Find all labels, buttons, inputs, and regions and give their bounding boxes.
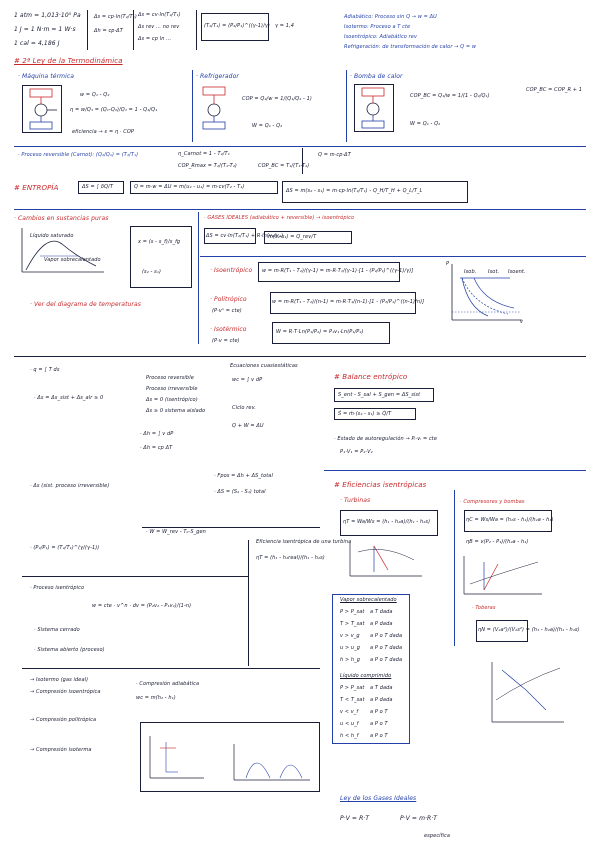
lower-a28: · Compresión adiabática xyxy=(136,681,200,687)
divider xyxy=(22,576,248,577)
nozzle-hs-sketch-icon xyxy=(486,660,566,726)
refrig-w: W = Q₁ - Q₂ xyxy=(252,123,283,129)
divider xyxy=(324,470,586,471)
def-refrigeracion: Refrigeración: de transformación de calor → Q = w xyxy=(344,44,477,50)
divider xyxy=(87,10,88,50)
formula-ratio: (T₂/T₁) = (P₂/P₁)^((γ-1)/γ) xyxy=(204,23,270,29)
bomba-w: W = Q₁ - Q₂ xyxy=(410,121,441,127)
gases-heading: · GASES IDEALES (adiabático + reversible) → isoentrópico xyxy=(204,215,355,221)
heading-cambios: · Cambios en sustancias puras xyxy=(14,215,109,222)
pv-label-isoent: Isoent. xyxy=(508,269,526,275)
carnot-cop-r: COP_Rmax = T₂/(T₁-T₂) xyxy=(178,163,237,169)
heading-bomba-calor: · Bomba de calor xyxy=(350,73,403,80)
cambios-x: x = (s - s_f)/s_fg xyxy=(138,239,181,245)
lower-a22: Q + W = ΔU xyxy=(232,423,264,429)
formula-ds-rev: Δs rev ... no rev xyxy=(138,24,180,30)
cambios-vapor: Vapor sobrecalentado xyxy=(44,257,101,263)
divider xyxy=(14,146,586,147)
lower-a18: → Compresión isoterma xyxy=(30,747,92,753)
fridge-sketch-icon xyxy=(198,86,232,130)
compressor-hs-sketch-icon xyxy=(458,554,544,598)
table-cell-where: a P dada xyxy=(370,621,393,627)
heading-entropia: # ENTROPÍA xyxy=(14,184,59,192)
def-isoentropico: Isoentrópico: Adiabático rev xyxy=(344,34,418,40)
divider xyxy=(142,527,320,528)
divider xyxy=(200,256,586,257)
lower-a13: · Sistema cerrado xyxy=(34,627,80,633)
table-cell-where: a P o T dada xyxy=(370,633,403,639)
lower-a24: ηT = (h₁ - h₂real)/(h₁ - h₂s) xyxy=(256,555,325,561)
lower-a10: · (P₂/P₁) = (T₂/T₁)^(γ/(γ-1)) xyxy=(30,545,100,551)
engine-sketch-icon xyxy=(24,88,60,130)
gases-eq1: ΔS = cv·ln(T₂/T₁) + R·ln(v₂/v₁) xyxy=(206,233,284,239)
lower-a20: wc = ∫ v dP xyxy=(232,377,263,383)
table-cell-condition: h < h_f xyxy=(340,733,359,739)
table-cell-where: a P o T dada xyxy=(370,645,403,651)
gas-ideal-eq1: P·V = R·T xyxy=(340,815,370,822)
lower-a14: · Sistema abierto (proceso) xyxy=(34,647,105,653)
table-cell-condition: v > v_g xyxy=(340,633,360,639)
lower-a11: · Proceso isentrópico xyxy=(30,585,85,591)
lower-a16: → Compresión isoentrópica xyxy=(30,689,101,695)
unit-cal: 1 cal = 4,186 J xyxy=(14,40,60,47)
lower-a27: · W = W_rev - T₀·S_gen xyxy=(146,529,206,535)
def-adiabatico: Adiabático: Proceso sin Q → w = ΔU xyxy=(344,14,437,20)
refrig-cop: COP = Q₂/w = 1/(Q₁/Q₂ - 1) xyxy=(242,96,312,102)
gas-ideal-note: específica xyxy=(424,833,451,839)
lower-a8: · Δh = cp ΔT xyxy=(140,445,173,451)
carnot-eta: η_Carnot = 1 - T₂/T₁ xyxy=(178,151,230,157)
balance-eq1: S_ent - S_sal + S_gen = ΔS_sist xyxy=(338,392,421,398)
unit-joule: 1 J = 1 N·m = 1 W·s xyxy=(14,26,76,33)
maquina-eficiencia: eficiencia → ε = η · COP xyxy=(72,129,135,135)
proc-isoentropico: · Isoentrópico xyxy=(210,267,253,274)
lower-a1: · q = ∫ T ds xyxy=(30,367,60,373)
efic-turbinas-eq: ηT = Wa/Ws = (h₁ - h₂a)/(h₁ - h₂s) xyxy=(343,519,431,525)
divider xyxy=(248,540,249,666)
lower-a2: Proceso reversible xyxy=(146,375,194,381)
heading-maquina-termica: · Máquina térmica xyxy=(18,73,75,80)
maquina-w: w = Q₁ - Q₂ xyxy=(80,92,110,98)
divider xyxy=(14,356,586,357)
divider xyxy=(346,70,347,142)
table-cell-condition: T > T_sat xyxy=(340,621,365,627)
divider xyxy=(198,212,199,344)
lower-a25: · Fpos = Δh + ΔS_total xyxy=(214,473,273,479)
table-cell-condition: P > P_sat xyxy=(340,609,365,615)
carnot-cop-bc: COP_BC = T₁/(T₁-T₂) xyxy=(258,163,310,169)
pv-label-p: P xyxy=(446,261,450,267)
bomba-cop: COP_BC = Q₁/w = 1/(1 - Q₂/Q₁) xyxy=(410,93,490,99)
table-cell-where: a T dada xyxy=(370,609,393,615)
heading-segunda-ley: # 2ª Ley de la Termodinámica xyxy=(14,57,123,65)
table-cell-condition: T < T_sat xyxy=(340,697,365,703)
table-cell-condition: u > u_g xyxy=(340,645,361,651)
proc-isotermico: · Isotérmico xyxy=(210,326,247,333)
proc-isotermico-eq: W = R·T·Ln(P₁/P₂) = P₁v₁·Ln(P₁/P₂) xyxy=(276,329,364,335)
heading-eficiencias: # Eficiencias isentrópicas xyxy=(334,481,427,489)
tabla2-title: Líquido comprimido xyxy=(340,673,392,679)
entropia-def: ΔS = ∫ δQ/T xyxy=(82,184,113,190)
table-cell-condition: h > h_g xyxy=(340,657,361,663)
carnot-q: Q = m·cp·ΔT xyxy=(318,152,351,158)
formula-ds-cp: Δs = cp·ln(T₂/T₁) xyxy=(94,14,137,20)
gas-ideal-eq2: P·V = m·R·T xyxy=(400,815,438,822)
table-cell-where: a P o T xyxy=(370,721,388,727)
lower-a4: Δs = 0 (isentrópico) xyxy=(146,397,198,403)
table-cell-where: a P o T dada xyxy=(370,657,403,663)
efic-toberas: · Toberas xyxy=(472,605,496,611)
balance-eq2: Ṡ = ṁ·(s₂ - s₁) ≥ Q̇/T xyxy=(338,411,392,417)
efic-comp-eq: ηC = Ws/Wa = (h₂s - h₁)/(h₂a - h₁) xyxy=(466,517,554,523)
lower-a3: Proceso irreversible xyxy=(146,386,198,392)
balance-eq3: P₁·V₁ = P₂·V₂ xyxy=(340,449,373,455)
lower-a23: Eficiencia isentrópica de una turbina xyxy=(256,539,352,545)
efic-turbinas: · Turbinas xyxy=(340,497,371,504)
cambios-box xyxy=(130,226,192,288)
heading-gas-ideal: Ley de los Gases Ideales xyxy=(340,795,417,802)
lower-a21: Ciclo rev. xyxy=(232,405,256,411)
heat-pump-sketch-icon xyxy=(357,87,391,129)
formula-dh: Δh = cp·ΔT xyxy=(94,28,123,34)
balance-note: · Estado de autoregulación → Pᵢ·vᵢ = cte xyxy=(334,436,438,442)
bomba-cop-relation: COP_BC = COP_R + 1 xyxy=(526,87,582,93)
pv-label-isob: Isob. xyxy=(464,269,477,275)
lower-a15: → Isotermo (gas ideal) xyxy=(30,677,89,683)
proc-politropico: · Politrópico xyxy=(210,296,247,303)
efic-comp-eq2: ηB = v(P₂ - P₁)/(h₂a - h₁) xyxy=(466,539,529,545)
turbine-mini-sketch-icon xyxy=(146,734,206,782)
table-cell-where: a P o T xyxy=(370,733,388,739)
lower-a6: · Δs = Δs_sist + Δs_alr ≥ 0 xyxy=(34,395,104,401)
lower-a26: · ΔS = (S₂ - S₁) total xyxy=(214,489,266,495)
def-isotermo: Isotermo: Proceso a T cte xyxy=(344,24,411,30)
pv-label-isot: Isot. xyxy=(488,269,500,275)
lower-a29: wc = m(h₂ - h₁) xyxy=(136,695,176,701)
lower-a19: Ecuaciones cuasiestáticas xyxy=(230,363,298,369)
divider xyxy=(302,148,303,174)
efic-tob-eq: ηN = (V₂a²)/(V₂s²) = (h₁ - h₂a)/(h₁ - h₂s) xyxy=(478,627,580,633)
heading-balance: # Balance entrópico xyxy=(334,373,408,381)
divider xyxy=(454,490,455,646)
table-cell-where: a T dada xyxy=(370,685,393,691)
table-cell-where: a P dada xyxy=(370,697,393,703)
proc-isoentropico-eq: w = m·R(T₁ - T₂)/(γ-1) = m·R·T₁/(γ-1)·[1 - (P₂/P₁)^((γ-1)/γ)] xyxy=(262,268,414,274)
turbine-hs-sketch-icon xyxy=(344,540,424,580)
lower-a7: · Δh = ∫ v dP xyxy=(140,431,174,437)
table-cell-condition: P > P_sat xyxy=(340,685,365,691)
proc-politropico-sub: (P·vⁿ = cte) xyxy=(212,308,242,314)
divider xyxy=(192,70,193,142)
pv-label-v: v xyxy=(520,319,524,325)
compressor-mini-sketch-icon xyxy=(230,742,314,784)
formula-ds-cv: Δs = cv·ln(T₂/T₁) xyxy=(138,12,181,18)
entropia-eq1: Q = m·w = ΔU = m(u₂ - u₁) = m·cv(T₂ - T₁) xyxy=(134,184,245,190)
carnot-heading: · Proceso reversible (Carnot): (Q₂/Q₁) = (T₂/T₁) xyxy=(18,152,139,158)
divider xyxy=(133,10,134,50)
divider xyxy=(22,668,320,669)
proc-politropico-eq: w = m·R(T₁ - T₂)/(n-1) = m·R·T₁/(n-1)·[1 - (P₂/P₁)^((n-1)/n)] xyxy=(272,299,425,305)
cambios-ds: (s₂ - s₁) xyxy=(142,269,162,275)
efic-compresores: · Compresores y bombas xyxy=(460,499,525,505)
lower-a17: → Compresión politrópica xyxy=(30,717,97,723)
tabla1-title: Vapor sobrecalentado xyxy=(340,597,397,603)
cambios-note: · Ver del diagrama de temperaturas xyxy=(30,301,142,308)
table-cell-condition: v < v_f xyxy=(340,709,359,715)
divider xyxy=(14,209,586,210)
table-cell-condition: u < u_f xyxy=(340,721,359,727)
divider xyxy=(196,10,197,50)
unit-atm: 1 atm = 1,013·10⁵ Pa xyxy=(14,12,81,19)
lower-a9: · Δs (sist. proceso irreversible) xyxy=(30,483,110,489)
maquina-eta: η = w/Q₁ = (Q₁-Q₂)/Q₁ = 1 - Q₂/Q₁ xyxy=(70,107,158,113)
formula-gamma: γ = 1,4 xyxy=(275,23,294,29)
table-cell-where: a P o T xyxy=(370,709,388,715)
entropia-eq2: ΔS = m(s₂ - s₁) = m·cp·ln(T₂/T₁) - Q_H/T_H + Q_L/T_L xyxy=(286,188,423,194)
cambios-liquido: Líquido saturado xyxy=(30,233,74,239)
proc-isotermico-sub: (P·v = cte) xyxy=(212,338,240,344)
lower-a12: w = cte · v^n · dv = (P₂v₂ - P₁v₁)/(1-n) xyxy=(92,603,192,609)
gases-eq2: m(s₂-s₁) = Q_rev/T xyxy=(268,234,317,240)
lower-a5: Δs ≥ 0 sistema aislado xyxy=(146,408,206,414)
formula-ds-cp2: Δs = cp ln ... xyxy=(138,36,172,42)
heading-refrigerador: · Refrigerador xyxy=(196,73,239,80)
